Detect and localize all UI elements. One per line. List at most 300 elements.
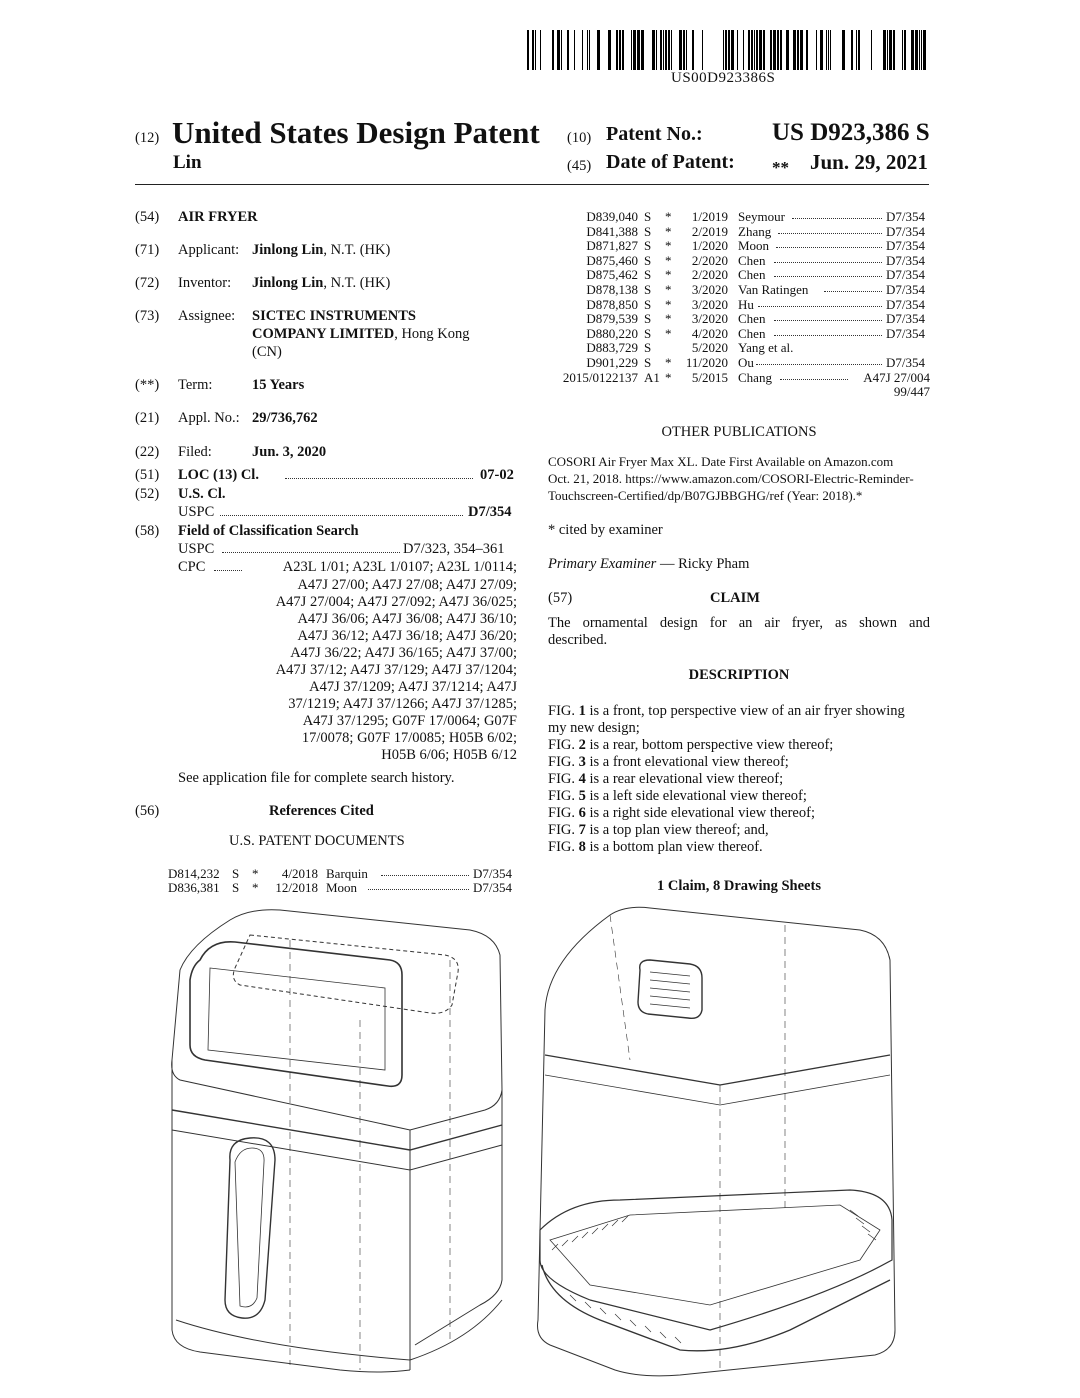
ref-date: 3/2020	[691, 282, 728, 297]
appl-no-label: Appl. No.:	[178, 410, 240, 426]
ref-number: D880,220	[586, 325, 638, 341]
barcode-bar	[728, 30, 730, 70]
reference-row	[548, 311, 930, 326]
ref-leader	[792, 209, 882, 219]
air-fryer-front-drawing	[140, 900, 540, 1380]
code-51: (51)	[135, 467, 160, 483]
fig-number: 3	[578, 754, 586, 770]
barcode-bar	[663, 30, 664, 70]
reference-row	[168, 866, 518, 881]
cpc-line: A47J 27/00; A47J 27/08; A47J 27/09;	[297, 577, 517, 593]
barcode-bar	[637, 30, 640, 70]
barcode-bar	[723, 30, 724, 70]
fig-text: is a rear, bottom perspective view thereof;	[585, 737, 834, 753]
code-72: (72)	[135, 275, 160, 291]
barcode-bar	[904, 30, 906, 70]
barcode-bar	[587, 30, 588, 70]
ref-star: *	[665, 252, 672, 268]
ref-kind: S	[644, 325, 652, 341]
fig-text: is a front, top perspective view of an air fryer showing	[585, 703, 905, 719]
fig-text: is a rear elevational view thereof;	[585, 771, 784, 787]
barcode-bar	[883, 30, 886, 70]
reference-row	[548, 326, 930, 341]
reference-row	[548, 253, 930, 268]
applicant-value	[252, 242, 390, 259]
cpc-line: A47J 27/004; A47J 27/092; A47J 36/025;	[275, 594, 517, 610]
code-22: (22)	[135, 444, 160, 460]
barcode-bar	[552, 30, 554, 70]
fig-text: is a front elevational view thereof;	[585, 754, 789, 770]
barcode-bar	[631, 30, 632, 70]
ref-class: D7/354	[886, 296, 925, 312]
examiner-label: Primary Examiner	[548, 556, 657, 572]
barcode-bar	[858, 30, 860, 70]
ref-date: 11/2020	[685, 355, 728, 370]
barcode-bar	[683, 30, 685, 70]
ref-leader	[756, 355, 882, 365]
ref-kind: S	[644, 238, 652, 254]
barcode-bar	[830, 30, 831, 70]
filed-value: Jun. 3, 2020	[252, 444, 327, 460]
ref-number: D836,381	[168, 880, 220, 895]
code-57: (57)	[548, 590, 573, 606]
ref-date: 4/2020	[691, 325, 728, 341]
ref-number: D841,388	[586, 223, 638, 239]
ref-name: Chen	[738, 311, 766, 327]
barcode-bar	[923, 30, 926, 70]
fig-text: is a bottom plan view thereof.	[585, 839, 763, 855]
date-of-patent: Jun. 29, 2021	[810, 150, 928, 174]
cpc-line: H05B 6/06; H05B 6/12	[381, 747, 517, 763]
barcode-bar	[773, 30, 776, 70]
reference-row	[168, 880, 518, 895]
barcode-bar	[665, 30, 667, 70]
ref-kind: S	[644, 223, 652, 239]
barcode-bar	[656, 30, 657, 70]
cited-by-examiner: * cited by examiner	[548, 522, 663, 538]
barcode-bar	[622, 30, 624, 70]
ref-number: D839,040	[586, 209, 638, 224]
barcode-bar	[893, 30, 895, 70]
barcode-bar	[557, 30, 560, 70]
barcode-bar	[743, 30, 744, 70]
barcode-bar	[731, 30, 734, 70]
applicant-location: , N.T. (HK)	[323, 242, 391, 258]
search-uspc-value: D7/323, 354–361	[403, 541, 505, 557]
ref-number: D879,539	[586, 311, 638, 327]
appl-no-value: 29/736,762	[252, 410, 318, 426]
search-uspc-leader	[222, 552, 400, 553]
ref-kind: S	[644, 340, 652, 356]
barcode-bar	[686, 30, 687, 70]
description-heading: DESCRIPTION	[688, 667, 790, 683]
barcode-bar	[574, 30, 575, 70]
patent-number: US D923,386 S	[772, 119, 930, 146]
uspc-leader	[220, 515, 463, 516]
fig-prefix: FIG.	[548, 703, 579, 719]
ref-number: D878,138	[586, 282, 638, 297]
ref-number: D875,462	[586, 267, 638, 283]
ref-class: D7/354	[886, 355, 925, 370]
fig-line	[548, 822, 930, 839]
fig-number: 5	[578, 788, 586, 804]
claim-text-line: The ornamental design for an air fryer, as shown and	[548, 615, 930, 631]
barcode-bar	[777, 30, 779, 70]
barcode-bar	[725, 30, 727, 70]
ref-date: 12/2018	[275, 880, 318, 895]
ref-class: D7/354	[473, 866, 512, 881]
ref-leader	[368, 880, 469, 890]
ref-star: *	[252, 866, 259, 881]
fig-text: is a top plan view thereof; and,	[585, 822, 769, 838]
ref-kind: S	[644, 355, 652, 370]
fig-line	[548, 754, 930, 771]
barcode-bar	[535, 30, 536, 70]
ref-kind: A1	[644, 369, 660, 385]
barcode-bar	[608, 30, 611, 70]
ref-leader	[774, 326, 882, 336]
code-54: (54)	[135, 209, 160, 225]
fig-prefix: FIG.	[548, 737, 579, 753]
fig-prefix: FIG.	[548, 839, 579, 855]
claims-sheets-summary: 1 Claim, 8 Drawing Sheets	[657, 878, 821, 894]
ref-name: Zhang	[738, 223, 772, 239]
ref-date: 5/2020	[691, 340, 728, 356]
ref-star: *	[665, 296, 672, 312]
assignee-country: (CN)	[252, 344, 282, 360]
filed-label: Filed:	[178, 444, 212, 460]
fig-prefix: FIG.	[548, 822, 579, 838]
ref-continuation: 99/447	[893, 384, 930, 399]
barcode-bar	[915, 30, 918, 70]
barcode-bar	[793, 30, 796, 70]
references-cited-heading: References Cited	[269, 803, 374, 819]
barcode-bar	[671, 30, 672, 70]
ref-name: Van Ratingen	[738, 282, 809, 297]
barcode-bar	[660, 30, 662, 70]
barcode-bars	[527, 30, 932, 70]
barcode-bar	[619, 30, 621, 70]
ref-kind: S	[232, 880, 240, 895]
assignee-company: COMPANY LIMITED	[252, 326, 395, 342]
ref-number: 2015/0122137	[562, 369, 638, 385]
ref-kind: S	[644, 296, 652, 312]
code-45: (45)	[567, 158, 592, 174]
barcode-bar	[633, 30, 636, 70]
barcode-bar	[871, 30, 872, 70]
ref-class: D7/354	[473, 880, 512, 895]
fig-line	[548, 788, 930, 805]
fig-number: 6	[578, 805, 586, 821]
examiner-name: Ricky Pham	[678, 556, 750, 572]
us-cl-label: U.S. Cl.	[178, 486, 226, 502]
ref-date: 4/2018	[281, 866, 318, 881]
barcode-bar	[851, 30, 853, 70]
barcode-bar	[786, 30, 789, 70]
ref-class: D7/354	[886, 252, 925, 268]
fig-text: my new design;	[548, 720, 640, 736]
barcode-bar	[828, 30, 829, 70]
cpc-lines	[200, 577, 517, 764]
search-uspc-label: USPC	[178, 541, 215, 557]
ref-number: D875,460	[586, 252, 638, 268]
fig-line	[548, 839, 930, 856]
ref-star: *	[665, 282, 672, 297]
ref-leader	[776, 238, 882, 248]
assignee-line1: SICTEC INSTRUMENTS	[252, 308, 416, 324]
code-term: (**)	[135, 377, 160, 393]
inventor-name: Jinlong Lin	[252, 275, 324, 291]
cpc-line: A47J 37/12; A47J 37/129; A47J 37/1204;	[275, 662, 517, 678]
barcode-bar	[737, 30, 738, 70]
ref-leader	[774, 311, 882, 321]
ref-star: *	[665, 223, 672, 239]
date-of-patent-label: Date of Patent:	[606, 151, 735, 173]
ref-kind: S	[644, 282, 652, 297]
fig-prefix: FIG.	[548, 754, 579, 770]
barcode-bar	[756, 30, 758, 70]
barcode-bar	[911, 30, 914, 70]
barcode-bar	[641, 30, 644, 70]
barcode-bar	[702, 30, 703, 70]
inventor-surname: Lin	[173, 152, 202, 173]
ref-number: D814,232	[168, 866, 220, 881]
barcode-bar	[589, 30, 590, 70]
barcode-bar	[582, 30, 583, 70]
ref-number: D901,229	[586, 355, 638, 370]
barcode-bar	[856, 30, 857, 70]
fig-line	[548, 720, 930, 737]
barcode	[527, 30, 932, 70]
cpc-line: A47J 36/06; A47J 36/08; A47J 36/10;	[297, 611, 517, 627]
ref-name: Chen	[738, 267, 766, 283]
fig-number: 2	[578, 737, 586, 753]
ref-name: Moon	[326, 880, 358, 895]
barcode-bar	[597, 30, 600, 70]
ref-star: *	[665, 325, 672, 341]
search-cpc-first: A23L 1/01; A23L 1/0107; A23L 1/0114;	[282, 559, 517, 575]
applicant-name: Jinlong Lin	[252, 242, 324, 258]
barcode-bar	[751, 30, 753, 70]
fig-prefix: FIG.	[548, 788, 579, 804]
air-fryer-rear-drawing	[530, 900, 930, 1380]
fig-line	[548, 805, 930, 822]
ref-leader	[758, 297, 882, 307]
other-pub-line: COSORI Air Fryer Max XL. Date First Available on Amazon.com	[548, 454, 894, 469]
loc-value: 07-02	[480, 467, 514, 483]
reference-row	[548, 340, 930, 355]
cpc-line: 37/1219; A47J 37/1266; A47J 37/1285;	[288, 696, 517, 712]
ref-star: *	[665, 209, 672, 224]
ref-class: D7/354	[886, 282, 925, 297]
ref-leader	[780, 370, 848, 380]
term-value: 15 Years	[252, 377, 305, 393]
fig-number: 8	[578, 839, 586, 855]
ref-class: D7/354	[886, 209, 925, 224]
fig-text: is a left side elevational view thereof;	[585, 788, 807, 804]
ref-name: Chen	[738, 252, 766, 268]
reference-row	[548, 282, 930, 297]
loc-label: LOC (13) Cl.	[178, 467, 259, 483]
fig-prefix: FIG.	[548, 805, 579, 821]
ref-leader	[778, 224, 882, 234]
cpc-line: 17/0078; G07F 17/0085; H05B 6/02;	[301, 730, 517, 746]
barcode-bar	[616, 30, 618, 70]
cpc-line: A47J 37/1209; A47J 37/1214; A47J	[309, 679, 517, 695]
ref-leader	[774, 267, 882, 277]
barcode-bar	[763, 30, 765, 70]
barcode-bar	[797, 30, 799, 70]
ref-date: 5/2015	[691, 369, 728, 385]
ref-name: Chen	[738, 325, 766, 341]
barcode-bar	[532, 30, 534, 70]
ref-date: 2/2020	[691, 252, 728, 268]
cpc-line: A47J 37/1295; G07F 17/0064; G07F	[302, 713, 517, 729]
reference-row	[548, 238, 930, 253]
barcode-bar	[770, 30, 772, 70]
header-divider	[135, 184, 929, 185]
ref-name: Seymour	[738, 209, 785, 224]
code-12: (12)	[135, 130, 160, 146]
field-search-label: Field of Classification Search	[178, 523, 359, 539]
ref-name: Hu	[738, 296, 754, 312]
barcode-bar	[692, 30, 694, 70]
applicant-label: Applicant:	[178, 242, 240, 258]
ref-class: A47J 27/004	[863, 369, 930, 385]
barcode-bar	[806, 30, 808, 70]
other-pub-line: Touchscreen-Certified/dp/B07GJBBGHG/ref (Year: 2018).*	[548, 488, 863, 503]
code-52: (52)	[135, 486, 160, 502]
barcode-bar	[842, 30, 845, 70]
loc-leader	[285, 478, 473, 479]
barcode-bar	[679, 30, 682, 70]
ref-star: *	[665, 238, 672, 254]
ref-date: 1/2020	[691, 238, 728, 254]
ref-kind: S	[644, 311, 652, 327]
reference-row	[548, 370, 930, 385]
ref-kind: S	[644, 252, 652, 268]
ref-date: 2/2019	[691, 223, 728, 239]
ref-name: Chang	[738, 369, 772, 385]
primary-examiner	[548, 556, 749, 573]
search-history-note: See application file for complete search history.	[178, 770, 455, 786]
ref-class: D7/354	[886, 267, 925, 283]
term-label: Term:	[178, 377, 213, 393]
fig-text: is a right side elevational view thereof;	[585, 805, 815, 821]
barcode-bar	[889, 30, 892, 70]
assignee-line2	[252, 326, 470, 343]
reference-row	[548, 355, 930, 370]
ref-class: D7/354	[886, 223, 925, 239]
barcode-bar	[561, 30, 562, 70]
ref-star: *	[665, 355, 672, 370]
ref-kind: S	[644, 209, 652, 224]
assignee-label: Assignee:	[178, 308, 236, 324]
ref-leader	[381, 866, 469, 876]
claim-text-line: described.	[548, 632, 608, 648]
search-cpc-leader	[214, 570, 242, 571]
barcode-bar	[820, 30, 823, 70]
search-cpc-label: CPC	[178, 559, 206, 575]
fig-line	[548, 737, 930, 754]
ref-star: *	[665, 369, 672, 385]
reference-row	[548, 224, 930, 239]
fig-number: 1	[578, 703, 586, 719]
ref-date: 2/2020	[691, 267, 728, 283]
ref-date: 1/2019	[691, 209, 728, 224]
barcode-bar	[902, 30, 903, 70]
code-56: (56)	[135, 803, 160, 819]
ref-date: 3/2020	[691, 311, 728, 327]
date-mark: **	[772, 158, 789, 177]
inventor-location: , N.T. (HK)	[323, 275, 391, 291]
barcode-bar	[816, 30, 817, 70]
fig-number: 4	[578, 771, 586, 787]
barcode-bar	[540, 30, 541, 70]
title-of-design: AIR FRYER	[178, 209, 258, 225]
reference-row	[548, 209, 930, 224]
cpc-line: A47J 36/12; A47J 36/18; A47J 36/20;	[297, 628, 517, 644]
patent-no-label: Patent No.:	[606, 123, 703, 145]
claim-heading: CLAIM	[710, 590, 760, 606]
ref-class: D7/354	[886, 238, 925, 254]
ref-kind: S	[644, 267, 652, 283]
barcode-bar	[567, 30, 569, 70]
ref-star: *	[252, 880, 259, 895]
ref-number: D878,850	[586, 296, 638, 312]
barcode-bar	[780, 30, 782, 70]
code-58: (58)	[135, 523, 160, 539]
fig-line	[548, 703, 930, 720]
ref-kind: S	[232, 866, 240, 881]
inventor-value	[252, 275, 390, 292]
cpc-line: A47J 36/22; A47J 36/165; A47J 37/00;	[290, 645, 517, 661]
code-10: (10)	[567, 130, 592, 146]
code-21: (21)	[135, 410, 160, 426]
fig-list	[548, 703, 930, 856]
barcode-bar	[668, 30, 670, 70]
barcode-bar	[652, 30, 655, 70]
examiner-sep: —	[656, 556, 679, 572]
inventor-label: Inventor:	[178, 275, 232, 291]
barcode-bar	[826, 30, 827, 70]
code-71: (71)	[135, 242, 160, 258]
barcode-bar	[919, 30, 920, 70]
reference-row	[548, 297, 930, 312]
fig-number: 7	[578, 822, 586, 838]
ref-leader	[774, 253, 882, 263]
ref-name: Moon	[738, 238, 770, 254]
ref-name: Barquin	[326, 866, 368, 881]
reference-row	[548, 267, 930, 282]
ref-star: *	[665, 267, 672, 283]
uspc-label: USPC	[178, 504, 215, 520]
ref-date: 3/2020	[691, 296, 728, 312]
barcode-bar	[887, 30, 888, 70]
ref-class: D7/354	[886, 311, 925, 327]
other-pub-line: Oct. 21, 2018. https://www.amazon.com/COSORI-Electric-Reminder-	[548, 471, 914, 486]
ref-star: *	[665, 311, 672, 327]
ref-number: D871,827	[586, 238, 638, 254]
ref-name: Ou	[738, 355, 754, 370]
barcode-text: US00D923386S	[671, 70, 776, 86]
ref-name: Yang et al.	[738, 340, 794, 356]
fig-prefix: FIG.	[548, 771, 579, 787]
assignee-city: , Hong Kong	[394, 326, 470, 342]
us-patent-docs-heading: U.S. PATENT DOCUMENTS	[229, 833, 405, 849]
fig-line	[548, 771, 930, 788]
ref-number: D883,729	[586, 340, 638, 356]
